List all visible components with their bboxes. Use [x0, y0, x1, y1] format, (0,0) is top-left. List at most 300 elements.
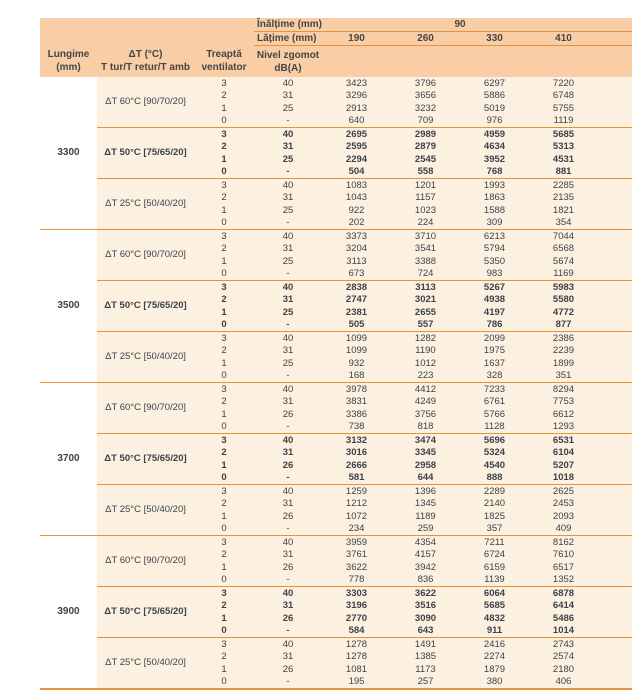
- value-w330-cell: 1139: [460, 574, 529, 587]
- value-w410-cell: 1119: [529, 115, 598, 128]
- value-w260-cell: 2989: [391, 128, 460, 141]
- spec-row: [40, 536, 632, 549]
- spacer-cell: [598, 128, 632, 141]
- value-w190-cell: 3373: [322, 230, 391, 243]
- value-w330-cell: 2416: [460, 638, 529, 651]
- fan-step-cell: 3: [194, 383, 254, 396]
- spacer-cell: [598, 549, 632, 562]
- value-w330-cell: 7211: [460, 536, 529, 549]
- value-w260-cell: 1190: [391, 345, 460, 358]
- dt-label-cell: ΔT 50°C [75/65/20]: [97, 281, 194, 332]
- value-w190-cell: 3204: [322, 243, 391, 256]
- fan-step-cell: 0: [194, 217, 254, 230]
- value-w410-cell: 6568: [529, 243, 598, 256]
- spacer-cell: [598, 332, 632, 345]
- header-row-height: [40, 18, 632, 32]
- noise-level-cell: 40: [254, 485, 322, 498]
- fan-step-cell: 2: [194, 192, 254, 205]
- fan-step-cell: 1: [194, 459, 254, 472]
- value-w410-cell: 5207: [529, 459, 598, 472]
- value-w330-cell: 6297: [460, 77, 529, 90]
- spacer-cell: [598, 408, 632, 421]
- value-w330-cell: 5696: [460, 434, 529, 447]
- spec-row: [40, 638, 632, 651]
- value-w190-cell: 1081: [322, 663, 391, 676]
- value-w190-cell: 234: [322, 523, 391, 536]
- value-w410-cell: 354: [529, 217, 598, 230]
- value-w330-cell: 6724: [460, 549, 529, 562]
- spacer-cell: [598, 281, 632, 294]
- value-w410-cell: 5486: [529, 612, 598, 625]
- value-w190-cell: 3959: [322, 536, 391, 549]
- value-w190-cell: 1072: [322, 510, 391, 523]
- value-w190-cell: 640: [322, 115, 391, 128]
- noise-level-cell: 31: [254, 294, 322, 307]
- value-w330-cell: 1588: [460, 204, 529, 217]
- value-w190-cell: 3113: [322, 255, 391, 268]
- fan-step-cell: 1: [194, 255, 254, 268]
- spacer-cell: [598, 90, 632, 103]
- value-w410-cell: 5755: [529, 102, 598, 115]
- noise-level-cell: 31: [254, 345, 322, 358]
- noise-level-cell: -: [254, 370, 322, 383]
- value-w190-cell: 3296: [322, 90, 391, 103]
- noise-level-cell: 40: [254, 179, 322, 192]
- spacer-cell: [598, 141, 632, 154]
- value-w410-cell: 6517: [529, 561, 598, 574]
- fan-step-cell: 1: [194, 204, 254, 217]
- value-w410-cell: 7220: [529, 77, 598, 90]
- noise-level-cell: 40: [254, 230, 322, 243]
- value-w410-cell: 6414: [529, 600, 598, 613]
- value-w190-cell: 3303: [322, 587, 391, 600]
- dt-label-cell: ΔT 25°C [50/40/20]: [97, 332, 194, 383]
- value-w330-cell: 911: [460, 625, 529, 638]
- value-w410-cell: 4772: [529, 306, 598, 319]
- noise-level-cell: 25: [254, 357, 322, 370]
- noise-level-cell: -: [254, 472, 322, 485]
- value-w410-cell: 6748: [529, 90, 598, 103]
- value-w190-cell: 2666: [322, 459, 391, 472]
- value-w410-cell: 1169: [529, 268, 598, 281]
- noise-level-cell: -: [254, 625, 322, 638]
- noise-level-cell: 40: [254, 587, 322, 600]
- value-w190-cell: 2381: [322, 306, 391, 319]
- spacer-cell: [598, 396, 632, 409]
- value-w260-cell: 2958: [391, 459, 460, 472]
- value-w260-cell: 3622: [391, 587, 460, 600]
- fan-step-cell: 0: [194, 166, 254, 179]
- width-value-190: 190: [322, 32, 391, 46]
- noise-level-cell: 40: [254, 281, 322, 294]
- value-w330-cell: 1637: [460, 357, 529, 370]
- value-w260-cell: 1189: [391, 510, 460, 523]
- value-w190-cell: 1278: [322, 638, 391, 651]
- spacer-cell: [598, 472, 632, 485]
- value-w330-cell: 2140: [460, 498, 529, 511]
- value-w330-cell: 6064: [460, 587, 529, 600]
- value-w330-cell: 1825: [460, 510, 529, 523]
- length-cell: 3700: [40, 383, 97, 536]
- noise-level-cell: 25: [254, 306, 322, 319]
- header-blank-left: [40, 18, 254, 32]
- spacer-cell: [598, 612, 632, 625]
- spacer-cell: [598, 230, 632, 243]
- value-w260-cell: 644: [391, 472, 460, 485]
- spacer-cell: [598, 447, 632, 460]
- fan-step-cell: 0: [194, 625, 254, 638]
- value-w260-cell: 1491: [391, 638, 460, 651]
- noise-level-cell: 31: [254, 447, 322, 460]
- dt-label-cell: ΔT 60°C [90/70/20]: [97, 230, 194, 281]
- value-w190-cell: 202: [322, 217, 391, 230]
- noise-level-cell: 31: [254, 396, 322, 409]
- noise-level-cell: 31: [254, 498, 322, 511]
- value-w410-cell: 7753: [529, 396, 598, 409]
- spacer-cell: [598, 510, 632, 523]
- value-w260-cell: 3021: [391, 294, 460, 307]
- value-w260-cell: 3541: [391, 243, 460, 256]
- col-header-dt-line2: T tur/T retur/T amb: [101, 62, 190, 74]
- value-w260-cell: 3113: [391, 281, 460, 294]
- value-w330-cell: 786: [460, 319, 529, 332]
- value-w330-cell: 4832: [460, 612, 529, 625]
- spacer-cell: [598, 459, 632, 472]
- noise-level-cell: 25: [254, 204, 322, 217]
- value-w190-cell: 1099: [322, 345, 391, 358]
- spec-row: [40, 383, 632, 396]
- value-w410-cell: 2285: [529, 179, 598, 192]
- value-w330-cell: 3952: [460, 153, 529, 166]
- value-w190-cell: 3831: [322, 396, 391, 409]
- fan-step-cell: 3: [194, 332, 254, 345]
- spec-row: [40, 179, 632, 192]
- fan-step-cell: 0: [194, 523, 254, 536]
- value-w190-cell: 673: [322, 268, 391, 281]
- noise-level-cell: 25: [254, 153, 322, 166]
- value-w410-cell: 8162: [529, 536, 598, 549]
- noise-level-cell: 26: [254, 612, 322, 625]
- value-w260-cell: 2545: [391, 153, 460, 166]
- col-header-dt: [97, 46, 194, 78]
- value-w260-cell: 3756: [391, 408, 460, 421]
- value-w190-cell: 1099: [322, 332, 391, 345]
- fan-step-cell: 2: [194, 90, 254, 103]
- spacer-cell: [598, 574, 632, 587]
- fan-step-cell: 3: [194, 230, 254, 243]
- value-w190-cell: 3423: [322, 77, 391, 90]
- value-w330-cell: 976: [460, 115, 529, 128]
- value-w330-cell: 5766: [460, 408, 529, 421]
- spacer-cell: [598, 625, 632, 638]
- value-w330-cell: 6159: [460, 561, 529, 574]
- value-w260-cell: 3942: [391, 561, 460, 574]
- value-w410-cell: 2180: [529, 663, 598, 676]
- header-spacer: [598, 32, 632, 46]
- value-w260-cell: 259: [391, 523, 460, 536]
- value-w190-cell: 2294: [322, 153, 391, 166]
- value-w190-cell: 1083: [322, 179, 391, 192]
- value-w410-cell: 7044: [529, 230, 598, 243]
- value-w410-cell: 8294: [529, 383, 598, 396]
- width-value-330: 330: [460, 32, 529, 46]
- value-w410-cell: 877: [529, 319, 598, 332]
- noise-level-cell: 26: [254, 561, 322, 574]
- noise-level-cell: 40: [254, 77, 322, 90]
- spacer-cell: [598, 561, 632, 574]
- value-w190-cell: 922: [322, 204, 391, 217]
- noise-level-cell: 25: [254, 255, 322, 268]
- value-w260-cell: 1345: [391, 498, 460, 511]
- dt-label-cell: ΔT 25°C [50/40/20]: [97, 179, 194, 230]
- header-blank-right: [322, 46, 632, 78]
- spacer-cell: [598, 638, 632, 651]
- value-w190-cell: 2595: [322, 141, 391, 154]
- value-w330-cell: 4938: [460, 294, 529, 307]
- value-w260-cell: 643: [391, 625, 460, 638]
- value-w410-cell: 1014: [529, 625, 598, 638]
- spacer-cell: [598, 77, 632, 90]
- fan-step-cell: 0: [194, 268, 254, 281]
- value-w260-cell: 3345: [391, 447, 460, 460]
- value-w260-cell: 257: [391, 676, 460, 690]
- noise-level-cell: 25: [254, 102, 322, 115]
- value-w410-cell: 2135: [529, 192, 598, 205]
- spacer-cell: [598, 306, 632, 319]
- fan-step-cell: 2: [194, 600, 254, 613]
- dt-label-cell: ΔT 25°C [50/40/20]: [97, 638, 194, 690]
- value-w260-cell: 836: [391, 574, 460, 587]
- value-w190-cell: 584: [322, 625, 391, 638]
- fan-step-cell: 2: [194, 396, 254, 409]
- dt-label-cell: ΔT 60°C [90/70/20]: [97, 383, 194, 434]
- value-w260-cell: 1385: [391, 651, 460, 664]
- value-w330-cell: 7233: [460, 383, 529, 396]
- value-w410-cell: 2574: [529, 651, 598, 664]
- value-w190-cell: 1043: [322, 192, 391, 205]
- value-w330-cell: 5886: [460, 90, 529, 103]
- value-w260-cell: 1282: [391, 332, 460, 345]
- value-w410-cell: 5313: [529, 141, 598, 154]
- value-w410-cell: 6878: [529, 587, 598, 600]
- value-w190-cell: 3622: [322, 561, 391, 574]
- spacer-cell: [598, 294, 632, 307]
- value-w190-cell: 195: [322, 676, 391, 690]
- col-header-fan-line1: Treaptă: [206, 49, 242, 61]
- spacer-cell: [598, 676, 632, 690]
- value-w330-cell: 2099: [460, 332, 529, 345]
- spacer-cell: [598, 663, 632, 676]
- fan-step-cell: 0: [194, 319, 254, 332]
- spec-row: [40, 587, 632, 600]
- fan-step-cell: 3: [194, 179, 254, 192]
- noise-level-cell: -: [254, 217, 322, 230]
- col-header-noise: [254, 46, 322, 78]
- spacer-cell: [598, 421, 632, 434]
- header-row-width: [40, 32, 632, 46]
- noise-level-cell: 31: [254, 192, 322, 205]
- value-w190-cell: 3978: [322, 383, 391, 396]
- noise-level-cell: 31: [254, 243, 322, 256]
- value-w330-cell: 4197: [460, 306, 529, 319]
- fan-step-cell: 3: [194, 77, 254, 90]
- width-value-260: 260: [391, 32, 460, 46]
- fan-step-cell: 3: [194, 536, 254, 549]
- value-w410-cell: 2386: [529, 332, 598, 345]
- value-w260-cell: 2879: [391, 141, 460, 154]
- fan-step-cell: 2: [194, 141, 254, 154]
- value-w410-cell: 6531: [529, 434, 598, 447]
- noise-level-cell: -: [254, 523, 322, 536]
- col-header-fan: [194, 46, 254, 78]
- value-w330-cell: 6213: [460, 230, 529, 243]
- fan-step-cell: 1: [194, 510, 254, 523]
- spec-row: [40, 485, 632, 498]
- value-w410-cell: 5685: [529, 128, 598, 141]
- noise-level-cell: 40: [254, 383, 322, 396]
- value-w330-cell: 1128: [460, 421, 529, 434]
- value-w330-cell: 2289: [460, 485, 529, 498]
- spec-row: [40, 332, 632, 345]
- fan-step-cell: 0: [194, 676, 254, 690]
- spacer-cell: [598, 536, 632, 549]
- height-label: Înălțime (mm): [254, 18, 322, 32]
- noise-level-cell: 26: [254, 408, 322, 421]
- value-w330-cell: 983: [460, 268, 529, 281]
- value-w410-cell: 6104: [529, 447, 598, 460]
- value-w260-cell: 3232: [391, 102, 460, 115]
- noise-level-cell: 31: [254, 549, 322, 562]
- value-w410-cell: 6612: [529, 408, 598, 421]
- value-w410-cell: 1899: [529, 357, 598, 370]
- fan-step-cell: 3: [194, 587, 254, 600]
- value-w190-cell: 1212: [322, 498, 391, 511]
- value-w410-cell: 2239: [529, 345, 598, 358]
- value-w190-cell: 1259: [322, 485, 391, 498]
- spacer-cell: [598, 192, 632, 205]
- dt-label-cell: ΔT 60°C [90/70/20]: [97, 77, 194, 128]
- value-w330-cell: 1975: [460, 345, 529, 358]
- dt-label-cell: ΔT 60°C [90/70/20]: [97, 536, 194, 587]
- header-spacer: [598, 18, 632, 32]
- value-w260-cell: 1157: [391, 192, 460, 205]
- value-w190-cell: 778: [322, 574, 391, 587]
- value-w330-cell: 4540: [460, 459, 529, 472]
- fan-step-cell: 0: [194, 421, 254, 434]
- dt-label-cell: ΔT 50°C [75/65/20]: [97, 434, 194, 485]
- col-header-length-line1: Lungime: [47, 49, 90, 61]
- value-w260-cell: 4412: [391, 383, 460, 396]
- spacer-cell: [598, 485, 632, 498]
- spec-row: [40, 77, 632, 90]
- spacer-cell: [598, 217, 632, 230]
- spacer-cell: [598, 498, 632, 511]
- value-w190-cell: 3196: [322, 600, 391, 613]
- value-w330-cell: 5324: [460, 447, 529, 460]
- col-header-dt-line1: ΔT (°C): [128, 49, 163, 61]
- value-w190-cell: 3761: [322, 549, 391, 562]
- fan-step-cell: 2: [194, 294, 254, 307]
- fan-step-cell: 0: [194, 472, 254, 485]
- noise-level-cell: 40: [254, 128, 322, 141]
- col-header-length-line2: (mm): [56, 62, 81, 74]
- value-w330-cell: 4959: [460, 128, 529, 141]
- value-w410-cell: 2743: [529, 638, 598, 651]
- value-w260-cell: 1012: [391, 357, 460, 370]
- noise-level-cell: -: [254, 574, 322, 587]
- value-w330-cell: 5685: [460, 600, 529, 613]
- noise-level-cell: 40: [254, 638, 322, 651]
- value-w330-cell: 357: [460, 523, 529, 536]
- spacer-cell: [598, 102, 632, 115]
- spacer-cell: [598, 357, 632, 370]
- dt-label-cell: ΔT 50°C [75/65/20]: [97, 587, 194, 638]
- width-value-410: 410: [529, 32, 598, 46]
- value-w190-cell: 168: [322, 370, 391, 383]
- value-w260-cell: 223: [391, 370, 460, 383]
- value-w410-cell: 2453: [529, 498, 598, 511]
- spec-row: [40, 128, 632, 141]
- value-w410-cell: 2625: [529, 485, 598, 498]
- noise-level-cell: 26: [254, 663, 322, 676]
- value-w260-cell: 709: [391, 115, 460, 128]
- height-value: 90: [322, 18, 598, 32]
- noise-level-cell: -: [254, 268, 322, 281]
- spacer-cell: [598, 179, 632, 192]
- fan-step-cell: 2: [194, 345, 254, 358]
- value-w260-cell: 2655: [391, 306, 460, 319]
- value-w410-cell: 2093: [529, 510, 598, 523]
- length-cell: 3900: [40, 536, 97, 690]
- value-w410-cell: 5983: [529, 281, 598, 294]
- spacer-cell: [598, 587, 632, 600]
- value-w260-cell: 4157: [391, 549, 460, 562]
- noise-level-cell: 26: [254, 459, 322, 472]
- fan-step-cell: 2: [194, 243, 254, 256]
- col-header-length: [40, 46, 97, 78]
- value-w190-cell: 3386: [322, 408, 391, 421]
- col-header-fan-line2: ventilator: [201, 62, 247, 74]
- width-label: Lățime (mm): [254, 32, 322, 46]
- value-w260-cell: 224: [391, 217, 460, 230]
- length-cell: 3500: [40, 230, 97, 383]
- fan-step-cell: 1: [194, 663, 254, 676]
- noise-level-cell: 40: [254, 536, 322, 549]
- noise-level-cell: 31: [254, 90, 322, 103]
- fan-step-cell: 3: [194, 485, 254, 498]
- value-w410-cell: 1352: [529, 574, 598, 587]
- value-w330-cell: 1993: [460, 179, 529, 192]
- value-w330-cell: 888: [460, 472, 529, 485]
- value-w190-cell: 3016: [322, 447, 391, 460]
- value-w330-cell: 5794: [460, 243, 529, 256]
- fan-step-cell: 2: [194, 447, 254, 460]
- value-w260-cell: 4354: [391, 536, 460, 549]
- noise-level-cell: 31: [254, 141, 322, 154]
- noise-level-cell: -: [254, 319, 322, 332]
- value-w260-cell: 1023: [391, 204, 460, 217]
- value-w330-cell: 380: [460, 676, 529, 690]
- value-w190-cell: 2913: [322, 102, 391, 115]
- value-w330-cell: 6761: [460, 396, 529, 409]
- spacer-cell: [598, 523, 632, 536]
- noise-level-cell: -: [254, 115, 322, 128]
- value-w190-cell: 2770: [322, 612, 391, 625]
- spec-row: [40, 281, 632, 294]
- spacer-cell: [598, 651, 632, 664]
- value-w260-cell: 818: [391, 421, 460, 434]
- value-w410-cell: 881: [529, 166, 598, 179]
